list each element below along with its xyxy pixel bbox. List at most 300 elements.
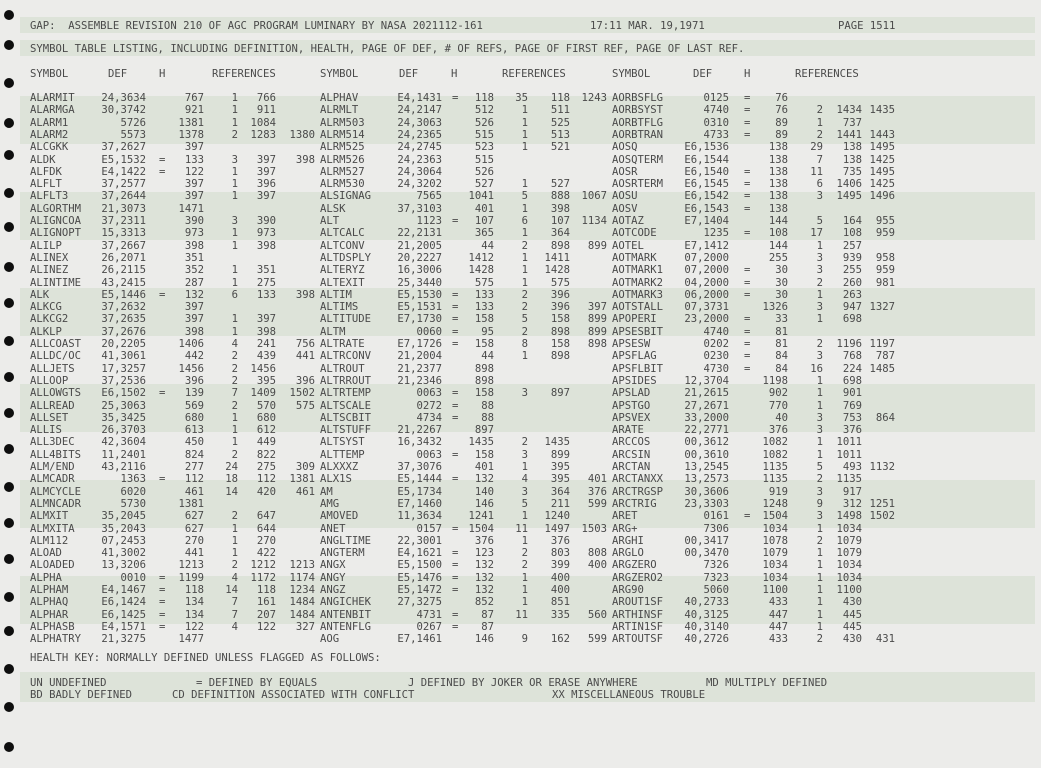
symbol-name: AOSQTERM	[612, 153, 664, 166]
ref-count: 1	[521, 510, 528, 523]
symbol-name: ALGORTHM	[30, 202, 82, 215]
symbol-def: 26,3703	[101, 424, 146, 437]
first-ref: 420	[256, 485, 276, 498]
first-ref: 898	[550, 350, 570, 363]
symbol-name: ARCTANXX	[612, 473, 664, 486]
first-ref: 575	[550, 276, 570, 289]
first-ref: 445	[842, 608, 862, 621]
ref-count: 1	[816, 522, 823, 535]
symbol-name: AMG	[320, 497, 340, 510]
first-ref: 768	[842, 350, 862, 363]
symbol-page: 1456	[178, 362, 204, 375]
symbol-page: 108	[768, 227, 788, 240]
first-ref: 400	[550, 571, 570, 584]
symbol-def: 24,3064	[397, 165, 442, 178]
symbol-def: 21,2005	[397, 239, 442, 252]
symbol-name: ALIGNCOA	[30, 215, 82, 227]
symbol-name: APSLAD	[612, 387, 651, 400]
symbol-def: 13,2545	[684, 461, 729, 473]
column-header: REFERENCES	[502, 68, 566, 80]
symbol-page: 139	[184, 387, 204, 400]
ref-count: 1	[521, 104, 528, 117]
symbol-health: =	[159, 473, 166, 486]
symbol-health: =	[452, 547, 459, 560]
ref-count: 7	[231, 387, 238, 400]
ref-count: 1	[521, 534, 528, 547]
symbol-def: 20,2205	[101, 338, 146, 350]
first-ref: 270	[256, 534, 276, 547]
ref-count: 2	[816, 276, 823, 289]
ref-count: 2	[231, 362, 238, 375]
symbol-def: 40,2726	[684, 633, 729, 646]
ref-count: 14	[225, 584, 238, 596]
first-ref: 1034	[836, 571, 862, 584]
ref-count: 1	[816, 584, 823, 596]
symbol-name: ALRMLT	[320, 104, 359, 117]
symbol-name: ALDK	[30, 153, 56, 166]
symbol-name: AOTEL	[612, 239, 644, 252]
symbol-def: 6020	[120, 485, 146, 498]
symbol-def: 5730	[120, 497, 146, 510]
ref-count: 7	[231, 608, 238, 621]
symbol-page: 112	[184, 473, 204, 486]
ref-count: 6	[231, 288, 238, 301]
page-number: PAGE 1511	[838, 20, 896, 32]
feed-hole	[4, 408, 14, 418]
ref-count: 1	[816, 620, 823, 633]
last-ref: 309	[295, 461, 315, 473]
symbol-page: 1135	[762, 461, 788, 473]
column-header: SYMBOL	[612, 68, 651, 80]
symbol-name: AOTCODE	[612, 227, 657, 240]
symbol-health: =	[744, 116, 751, 129]
symbol-health: =	[452, 325, 459, 338]
symbol-def: 35,2045	[101, 510, 146, 523]
first-ref: 449	[256, 436, 276, 449]
symbol-def: 0202	[703, 338, 729, 350]
ref-count: 2	[521, 325, 528, 338]
symbol-def: 37,2627	[101, 141, 146, 154]
symbol-name: AOTSTALL	[612, 301, 664, 314]
first-ref: 118	[550, 92, 570, 104]
column-header: DEF	[693, 68, 713, 80]
symbol-page: 84	[775, 362, 788, 375]
symbol-page: 122	[184, 165, 204, 178]
ref-count: 1	[816, 559, 823, 572]
last-ref: 1327	[869, 301, 895, 314]
last-ref: 959	[875, 227, 895, 240]
first-ref: 1406	[836, 178, 862, 191]
symbol-def: 00,3417	[684, 534, 729, 547]
symbol-def: 24,2745	[397, 141, 442, 154]
symbol-def: 0063	[416, 387, 442, 400]
last-ref: 1484	[289, 596, 315, 609]
ref-count: 6	[521, 215, 528, 227]
symbol-def: 4734	[416, 411, 442, 424]
last-ref: 1134	[581, 215, 607, 227]
symbol-health: =	[744, 325, 751, 338]
first-ref: 364	[550, 227, 570, 240]
last-ref: 787	[875, 350, 895, 363]
symbol-name: ALOADED	[30, 559, 75, 572]
first-ref: 335	[550, 608, 570, 621]
symbol-name: ALSK	[320, 202, 346, 215]
symbol-page: 134	[184, 596, 204, 609]
symbol-name: ALTM	[320, 325, 346, 338]
last-ref: 575	[295, 399, 315, 412]
symbol-name: ALRM530	[320, 178, 365, 191]
symbol-name: ARG+	[612, 522, 638, 535]
first-ref: 527	[550, 178, 570, 191]
symbol-page: 1079	[762, 547, 788, 560]
symbol-page: 138	[768, 141, 788, 154]
symbol-def: 5060	[703, 584, 729, 596]
symbol-name: ALARMIT	[30, 92, 75, 104]
ref-count: 3	[816, 424, 823, 437]
symbol-page: 88	[481, 411, 494, 424]
symbol-name: ALTSYST	[320, 436, 365, 449]
health-key-cd: CD DEFINITION ASSOCIATED WITH CONFLICT	[172, 689, 415, 701]
symbol-health: =	[159, 288, 166, 301]
first-ref: 521	[550, 141, 570, 154]
last-ref: 376	[587, 485, 607, 498]
symbol-health: =	[744, 338, 751, 350]
feed-hole	[4, 188, 14, 198]
symbol-name: ALL4BITS	[30, 448, 82, 461]
symbol-page: 95	[481, 325, 494, 338]
listing-subtitle: SYMBOL TABLE LISTING, INCLUDING DEFINITION, HEALTH, PAGE OF DEF, # OF REFS, PAGE OF FIRST REF, PAGE OF LAST REF.	[30, 43, 745, 55]
last-ref: 808	[587, 547, 607, 560]
first-ref: 1172	[250, 571, 276, 584]
symbol-def: 37,2311	[101, 215, 146, 227]
symbol-page: 44	[481, 350, 494, 363]
first-ref: 376	[842, 424, 862, 437]
symbol-page: 138	[768, 190, 788, 203]
symbol-page: 89	[775, 116, 788, 129]
symbol-page: 442	[184, 350, 204, 363]
symbol-page: 1406	[178, 338, 204, 350]
symbol-health: =	[744, 190, 751, 203]
symbol-def: 0310	[703, 116, 729, 129]
symbol-name: ALM112	[30, 534, 69, 547]
symbol-name: APSFLAG	[612, 350, 657, 363]
symbol-name: ALKLP	[30, 325, 62, 338]
symbol-def: 21,3073	[101, 202, 146, 215]
health-key-joker: J DEFINED BY JOKER OR ERASE ANYWHERE	[408, 677, 638, 689]
symbol-name: ALRM525	[320, 141, 365, 154]
symbol-def: 00,3610	[684, 448, 729, 461]
symbol-name: AORBTRAN	[612, 128, 664, 141]
symbol-name: ANTENBIT	[320, 608, 372, 621]
ref-count: 1	[521, 178, 528, 191]
last-ref: 899	[587, 325, 607, 338]
symbol-page: 1381	[178, 116, 204, 129]
symbol-health: =	[452, 387, 459, 400]
symbol-page: 1471	[178, 202, 204, 215]
ref-count: 18	[225, 473, 238, 486]
symbol-name: ARG90	[612, 584, 644, 596]
symbol-name: ALCGKK	[30, 141, 69, 154]
symbol-name: ALTEXIT	[320, 276, 365, 289]
symbol-name: ALOAD	[30, 547, 62, 560]
symbol-name: ALTERYZ	[320, 264, 365, 277]
symbol-page: 447	[768, 620, 788, 633]
ref-count: 1	[521, 350, 528, 363]
symbol-health: =	[159, 620, 166, 633]
symbol-page: 824	[184, 448, 204, 461]
symbol-name: ALINEZ	[30, 264, 69, 277]
symbol-name: AOSR	[612, 165, 638, 178]
symbol-def: E4,1431	[397, 92, 442, 104]
feed-hole	[4, 150, 14, 160]
symbol-def: 4731	[416, 608, 442, 621]
ref-count: 1	[231, 92, 238, 104]
ref-count: 1	[816, 571, 823, 584]
last-ref: 1502	[869, 510, 895, 523]
ref-count: 1	[816, 608, 823, 621]
symbol-page: 526	[474, 116, 494, 129]
last-ref: 441	[295, 350, 315, 363]
ref-count: 1	[231, 522, 238, 535]
symbol-def: 37,2632	[101, 301, 146, 314]
symbol-name: ALPHASB	[30, 620, 75, 633]
symbol-name: ALTTEMP	[320, 448, 365, 461]
symbol-health: =	[452, 301, 459, 314]
first-ref: 1441	[836, 128, 862, 141]
symbol-name: ALTSTUFF	[320, 424, 372, 437]
symbol-name: ALFLT3	[30, 190, 69, 203]
first-ref: 803	[550, 547, 570, 560]
column-header: REFERENCES	[212, 68, 276, 80]
symbol-def: 22,3001	[397, 534, 442, 547]
symbol-def: 4733	[703, 128, 729, 141]
symbol-def: 07,2000	[684, 264, 729, 277]
symbol-page: 365	[474, 227, 494, 240]
first-ref: 241	[256, 338, 276, 350]
ref-count: 1	[521, 251, 528, 264]
symbol-page: 1034	[762, 522, 788, 535]
first-ref: 1434	[836, 104, 862, 117]
symbol-name: ALINTIME	[30, 276, 82, 289]
ref-count: 29	[810, 141, 823, 154]
ref-count: 1	[816, 239, 823, 252]
symbol-name: ARET	[612, 510, 638, 523]
symbol-def: E5,1500	[397, 559, 442, 572]
symbol-name: ALPHATRY	[30, 633, 82, 646]
symbol-name: ANGX	[320, 559, 346, 572]
symbol-def: E4,1467	[101, 584, 146, 596]
symbol-def: E5,1734	[397, 485, 442, 498]
symbol-health: =	[744, 165, 751, 178]
first-ref: 735	[842, 165, 862, 178]
symbol-page: 1378	[178, 128, 204, 141]
symbol-page: 351	[184, 251, 204, 264]
symbol-def: 5573	[120, 128, 146, 141]
column-header: H	[744, 68, 751, 80]
ref-count: 4	[231, 338, 238, 350]
symbol-def: 4740	[703, 325, 729, 338]
symbol-name: APSESBIT	[612, 325, 664, 338]
symbol-def: E7,1404	[684, 215, 729, 227]
ref-count: 2	[231, 399, 238, 412]
symbol-name: AOTAZ	[612, 215, 644, 227]
symbol-health: =	[744, 288, 751, 301]
symbol-def: E7,1460	[397, 497, 442, 510]
column-header: SYMBOL	[320, 68, 359, 80]
ref-count: 2	[231, 448, 238, 461]
symbol-health: =	[744, 510, 751, 523]
symbol-name: ALRM526	[320, 153, 365, 166]
symbol-def: E4,1571	[101, 620, 146, 633]
first-ref: 1283	[250, 128, 276, 141]
symbol-page: 1198	[762, 374, 788, 387]
symbol-page: 146	[474, 497, 494, 510]
symbol-name: ALLSET	[30, 411, 69, 424]
health-key-equals: = DEFINED BY EQUALS	[196, 677, 318, 689]
ref-count: 9	[816, 497, 823, 510]
ref-count: 1	[816, 547, 823, 560]
symbol-page: 902	[768, 387, 788, 400]
symbol-page: 613	[184, 424, 204, 437]
symbol-name: ALARM1	[30, 116, 69, 129]
ref-count: 24	[225, 461, 238, 473]
last-ref: 1425	[869, 153, 895, 166]
symbol-def: 21,2267	[397, 424, 442, 437]
feed-hole	[4, 742, 14, 752]
symbol-def: 06,2000	[684, 288, 729, 301]
symbol-name: AOG	[320, 633, 340, 646]
feed-hole	[4, 222, 14, 232]
symbol-name: ALKCG2	[30, 313, 69, 326]
first-ref: 911	[256, 104, 276, 117]
symbol-def: 1123	[416, 215, 442, 227]
first-ref: 901	[842, 387, 862, 400]
symbol-def: 40,2733	[684, 596, 729, 609]
symbol-name: ARGLO	[612, 547, 644, 560]
last-ref: 396	[295, 374, 315, 387]
ref-count: 3	[816, 350, 823, 363]
first-ref: 224	[842, 362, 862, 375]
first-ref: 364	[550, 485, 570, 498]
symbol-page: 89	[775, 128, 788, 141]
first-ref: 947	[842, 301, 862, 314]
symbol-def: 00,3470	[684, 547, 729, 560]
symbol-def: 37,2667	[101, 239, 146, 252]
symbol-page: 30	[775, 276, 788, 289]
first-ref: 1411	[544, 251, 570, 264]
ref-count: 1	[816, 596, 823, 609]
symbol-page: 138	[768, 202, 788, 215]
last-ref: 1435	[869, 104, 895, 117]
symbol-page: 40	[775, 411, 788, 424]
symbol-page: 526	[474, 165, 494, 178]
symbol-page: 433	[768, 596, 788, 609]
symbol-name: APSFLBIT	[612, 362, 664, 375]
symbol-name: ALARM2	[30, 128, 69, 141]
symbol-def: 07,2453	[101, 534, 146, 547]
symbol-page: 852	[474, 596, 494, 609]
column-header: H	[159, 68, 166, 80]
symbol-page: 390	[184, 215, 204, 227]
symbol-def: 16,3006	[397, 264, 442, 277]
symbol-health: =	[744, 178, 751, 191]
first-ref: 399	[550, 559, 570, 572]
symbol-def: 43,2116	[101, 461, 146, 473]
symbol-health: =	[452, 473, 459, 486]
symbol-def: 35,2043	[101, 522, 146, 535]
symbol-name: AORBTFLG	[612, 116, 664, 129]
symbol-name: ANGZ	[320, 584, 346, 596]
symbol-def: 23,3303	[684, 497, 729, 510]
first-ref: 158	[550, 338, 570, 350]
first-ref: 897	[550, 387, 570, 400]
first-ref: 898	[550, 325, 570, 338]
symbol-def: E6,1425	[101, 608, 146, 621]
symbol-page: 897	[474, 424, 494, 437]
symbol-def: 0267	[416, 620, 442, 633]
symbol-def: 7306	[703, 522, 729, 535]
symbol-name: ALX1S	[320, 473, 352, 486]
symbol-health: =	[744, 313, 751, 326]
symbol-def: E5,1476	[397, 571, 442, 584]
last-ref: 959	[875, 264, 895, 277]
symbol-page: 132	[184, 288, 204, 301]
symbol-def: 27,2671	[684, 399, 729, 412]
symbol-health: =	[159, 608, 166, 621]
symbol-page: 158	[474, 448, 494, 461]
symbol-name: ALTROUT	[320, 362, 365, 375]
symbol-def: 0010	[120, 571, 146, 584]
symbol-name: ALRM527	[320, 165, 365, 178]
symbol-name: ARCTRGSP	[612, 485, 664, 498]
feed-hole	[4, 592, 14, 602]
health-key-heading: HEALTH KEY: NORMALLY DEFINED UNLESS FLAGGED AS FOLLOWS:	[30, 652, 381, 664]
ref-count: 11	[515, 522, 528, 535]
symbol-page: 1248	[762, 497, 788, 510]
feed-hole	[4, 118, 14, 128]
symbol-def: 35,3425	[101, 411, 146, 424]
symbol-def: E6,1424	[101, 596, 146, 609]
ref-count: 11	[810, 165, 823, 178]
first-ref: 396	[550, 288, 570, 301]
symbol-page: 84	[775, 350, 788, 363]
symbol-page: 88	[481, 399, 494, 412]
ref-count: 1	[521, 202, 528, 215]
symbol-page: 627	[184, 510, 204, 523]
symbol-page: 33	[775, 313, 788, 326]
feed-hole	[4, 78, 14, 88]
symbol-def: E5,1532	[101, 153, 146, 166]
first-ref: 255	[842, 264, 862, 277]
symbol-page: 1034	[762, 559, 788, 572]
symbol-def: 1363	[120, 473, 146, 486]
first-ref: 398	[256, 325, 276, 338]
ref-count: 3	[521, 485, 528, 498]
ref-count: 1	[231, 436, 238, 449]
first-ref: 1079	[836, 534, 862, 547]
symbol-def: 4730	[703, 362, 729, 375]
first-ref: 257	[842, 239, 862, 252]
last-ref: 1425	[869, 178, 895, 191]
ref-count: 4	[231, 571, 238, 584]
first-ref: 698	[842, 374, 862, 387]
symbol-def: 33,2000	[684, 411, 729, 424]
last-ref: 1213	[289, 559, 315, 572]
first-ref: 138	[842, 141, 862, 154]
symbol-page: 44	[481, 239, 494, 252]
symbol-def: 0157	[416, 522, 442, 535]
ref-count: 3	[521, 448, 528, 461]
